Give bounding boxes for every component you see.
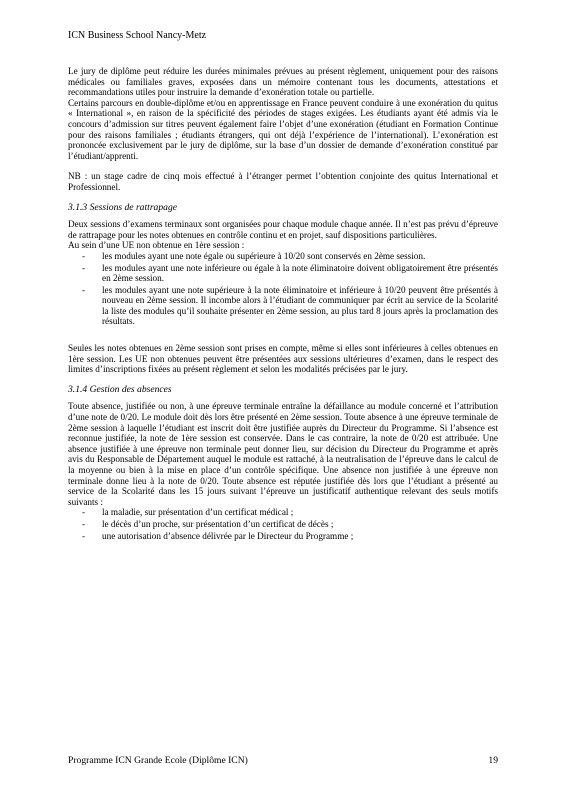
page-number: 19 xyxy=(488,755,498,766)
list-rattrapage-rules xyxy=(68,251,498,327)
list-item: - les modules ayant une note supérieure à la note éliminatoire et inférieure à 10/20 peuvent être présentés à nouveau en 2ème session. Il incombe alors à l’étudiant de communiquer par écrit au service de la Scolarité la liste des modules qu’il souhaite présenter en 2ème session, au plus tard 8 jours après la proclamation des résultats. xyxy=(102,285,498,327)
note-nb: NB : un stage cadre de cinq mois effectué à l’étranger permet l’obtention conjointe des quitus International et Professionnel. xyxy=(68,171,498,192)
list-item: - une autorisation d’absence délivrée par le Directeur du Programme ; xyxy=(102,531,498,542)
paragraph-absences: Toute absence, justifiée ou non, à une épreuve terminale entraîne la défaillance au module concerné et l’attribution d’une note de 0/20. Le module doit dès lors être présenté en 2ème session. Toute absence à une épreuve terminale de 2ème session à laquelle l’étudiant est inscrit doit être justifiée auprès du Directeur du Programme. Si l’absence est reconnue justifiée, la note de 1ère session est conservée. Dans le cas contraire, la note de 0/20 est attribuée. Une absence justifiée à une épreuve non terminale peut donner lieu, sur décision du Directeur du Programme et après avis du Responsable de Département auquel le module est rattaché, à la neutralisation de l’épreuve dans le calcul de la moyenne ou bien à la mise en place d’un contrôle spécifique. Une absence non justifiée à une épreuve non terminale donne lieu à la note de 0/20. Toute absence est réputée justifiée dès lors que l’étudiant a présenté au service de la Scolarité dans les 15 jours suivant l’épreuve un justificatif authentique relevant des seuls motifs suivants : xyxy=(68,401,498,507)
page-header: ICN Business School Nancy-Metz xyxy=(68,30,207,41)
list-item: - le décès d’un proche, sur présentation d’un certificat de décès ; xyxy=(102,519,498,530)
list-absence-motives xyxy=(68,507,498,541)
footer-program-title: Programme ICN Grande Ecole (Diplôme ICN) xyxy=(68,755,248,766)
paragraph-ue-line: Au sein d’une UE non obtenue en 1ère session : xyxy=(68,240,245,251)
paragraph-exoneration: Certains parcours en double-diplôme et/ou en apprentissage en France peuvent conduire à une exonération du quitus « International », en raison de la spécificité des périodes de stages exigées. Les étudiants ayant été admis via le concours d’admission sur titres peuvent également faire l’objet d’une exonération (étudiant en Formation Continue pour des raisons familiales ; étudiants étrangers, qui ont déjà l’expérience de l’international). L’exonération est prononcée exclusivement par le jury de diplôme, sur la base d’un dossier de demande d’exonération constitué par l’étudiant/apprenti. xyxy=(68,97,498,161)
paragraph-sessions-intro: Deux sessions d’examens terminaux sont organisées pour chaque module chaque année. Il n’est pas prévu d’épreuve de rattrapage pour les notes obtenues en contrôle continu et en projet, sauf dispositions particulières. xyxy=(68,219,498,240)
section-heading-rattrapage: 3.1.3 Sessions de rattrapage xyxy=(68,201,177,213)
section-heading-absences: 3.1.4 Gestion des absences xyxy=(68,383,172,395)
list-item: - les modules ayant une note égale ou supérieure à 10/20 sont conservés en 2ème session. xyxy=(102,251,498,262)
list-item: - la maladie, sur présentation d’un certificat médical ; xyxy=(102,507,498,518)
paragraph-jury-reduction: Le jury de diplôme peut réduire les durées minimales prévues au présent règlement, uniquement pour des raisons médicales ou familiales graves, exposées dans un mémoire contenant tous les documents, attestations et recommandations utiles pour instruire la demande d’exonération totale ou partielle. xyxy=(68,66,498,98)
list-item: - les modules ayant une note inférieure ou égale à la note éliminatoire doivent obligatoirement être présentés en 2ème session. xyxy=(102,263,498,284)
document-body xyxy=(68,66,498,541)
paragraph-second-session-notes: Seules les notes obtenues en 2ème session sont prises en compte, même si elles sont inférieures à celles obtenues en 1ère session. Les UE non obtenues peuvent être présentées aux sessions ultérieures d’examen, dans le respect des limites d’inscriptions fixées au présent règlement et selon les modalités précisées par le jury. xyxy=(68,343,498,375)
